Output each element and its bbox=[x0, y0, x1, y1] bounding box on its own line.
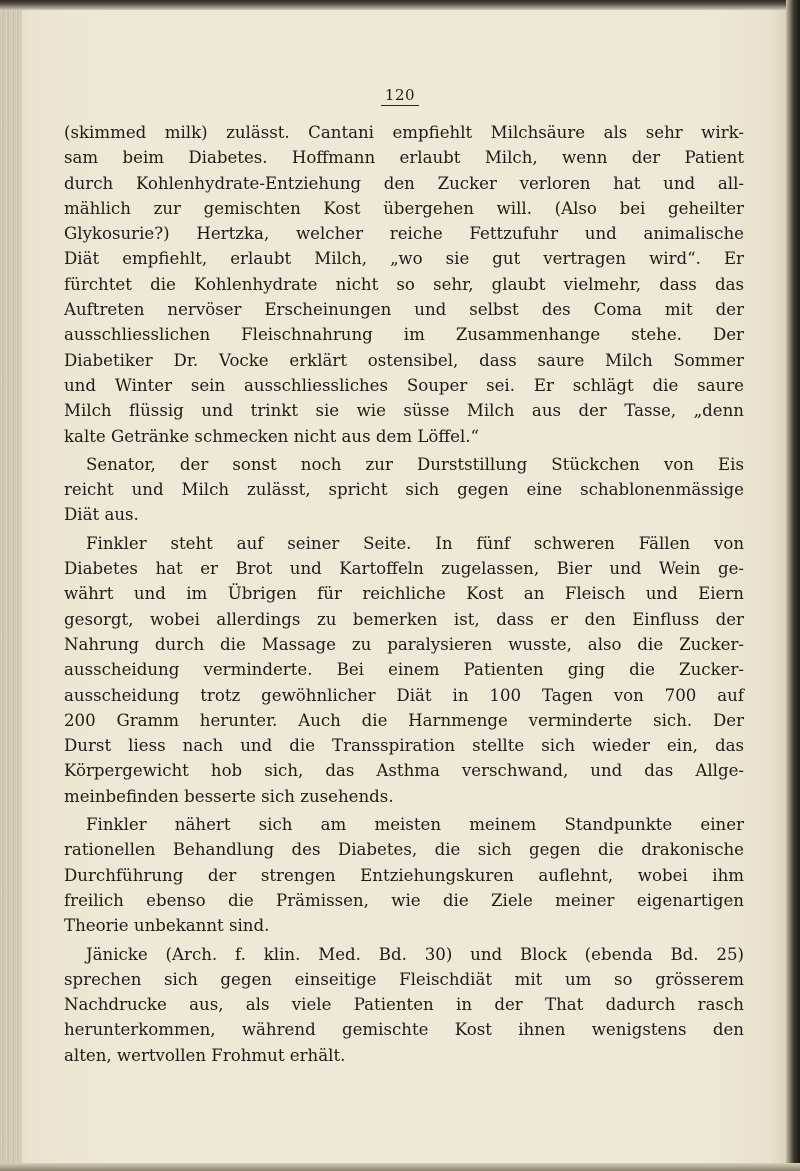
text-line: 200 Gramm herunter. Auch die Harnmenge verminderte sich. Der bbox=[64, 710, 744, 730]
text-line: reicht und Milch zulässt, spricht sich gegen eine schablonenmässige bbox=[64, 480, 744, 500]
text-line: meinbefinden besserte sich zusehends. bbox=[64, 786, 394, 806]
text-line: fürchtet die Kohlenhydrate nicht so sehr, glaubt vielmehr, dass das bbox=[64, 274, 744, 294]
text-line: Jänicke (Arch. f. klin. Med. Bd. 30) und Block (ebenda Bd. 25) bbox=[86, 944, 744, 964]
text-line: mählich zur gemischten Kost übergehen will. (Also bei geheilter bbox=[64, 198, 744, 218]
page-bottom-edge bbox=[0, 1163, 800, 1171]
page-top-edge bbox=[0, 0, 800, 10]
text-line: Durchführung der strengen Entziehungskuren auflehnt, wobei ihm bbox=[64, 865, 744, 885]
page-number-text: 120 bbox=[381, 86, 419, 106]
text-line: Diät empfiehlt, erlaubt Milch, „wo sie gut vertragen wird“. Er bbox=[64, 249, 744, 269]
paragraph bbox=[64, 531, 744, 809]
body-text bbox=[64, 120, 744, 1071]
paragraph bbox=[64, 120, 744, 449]
text-line: und Winter sein ausschliessliches Souper sei. Er schlägt die saure bbox=[64, 375, 744, 395]
text-line: Nahrung durch die Massage zu paralysieren wusste, also die Zucker- bbox=[64, 634, 744, 654]
text-line: Diät aus. bbox=[64, 505, 139, 525]
text-line: herunterkommen, während gemischte Kost ihnen wenigstens den bbox=[64, 1020, 744, 1040]
text-line: alten, wertvollen Frohmut erhält. bbox=[64, 1045, 346, 1065]
text-line: ausscheidung trotz gewöhnlicher Diät in 100 Tagen von 700 auf bbox=[64, 685, 744, 705]
text-line: Durst liess nach und die Transspiration stellte sich wieder ein, das bbox=[64, 736, 744, 756]
text-line: gesorgt, wobei allerdings zu bemerken ist, dass er den Einfluss der bbox=[64, 609, 744, 629]
paragraph bbox=[64, 812, 744, 938]
text-line: sprechen sich gegen einseitige Fleischdiät mit um so grösserem bbox=[64, 969, 744, 989]
text-line: ausschliesslichen Fleischnahrung im Zusammenhange stehe. Der bbox=[64, 325, 744, 345]
text-line: rationellen Behandlung des Diabetes, die sich gegen die drakonische bbox=[64, 840, 744, 860]
text-line: (skimmed milk) zulässt. Cantani empfiehlt Milchsäure als sehr wirk- bbox=[64, 123, 744, 142]
page-right-edge bbox=[786, 0, 800, 1171]
text-line: Milch flüssig und trinkt sie wie süsse Milch aus der Tasse, „denn bbox=[64, 401, 744, 421]
text-line: Nachdrucke aus, als viele Patienten in der That dadurch rasch bbox=[64, 995, 744, 1015]
text-line: ausscheidung verminderte. Bei einem Patienten ging die Zucker- bbox=[64, 660, 744, 680]
paragraph bbox=[64, 452, 744, 528]
text-line: Finkler nähert sich am meisten meinem Standpunkte einer bbox=[86, 815, 744, 835]
text-line: währt und im Übrigen für reichliche Kost an Fleisch und Eiern bbox=[64, 584, 744, 604]
page-left-edge bbox=[0, 0, 22, 1171]
text-line: Auftreten nervöser Erscheinungen und selbst des Coma mit der bbox=[64, 300, 744, 320]
text-line: Theorie unbekannt sind. bbox=[64, 916, 270, 936]
text-line: Diabetes hat er Brot und Kartoffeln zugelassen, Bier und Wein ge- bbox=[64, 559, 744, 579]
page-number bbox=[0, 86, 800, 104]
text-line: sam beim Diabetes. Hoffmann erlaubt Milch, wenn der Patient bbox=[64, 148, 744, 168]
text-line: freilich ebenso die Prämissen, wie die Ziele meiner eigenartigen bbox=[64, 890, 744, 910]
text-line: Diabetiker Dr. Vocke erklärt ostensibel, dass saure Milch Sommer bbox=[64, 350, 744, 370]
text-line: Finkler steht auf seiner Seite. In fünf schweren Fällen von bbox=[86, 533, 744, 553]
paragraph bbox=[64, 942, 744, 1068]
text-line: durch Kohlenhydrate-Entziehung den Zucker verloren hat und all- bbox=[64, 173, 744, 193]
text-line: Körpergewicht hob sich, das Asthma verschwand, und das Allge- bbox=[64, 761, 744, 781]
text-line: Senator, der sonst noch zur Durststillung Stückchen von Eis bbox=[86, 454, 744, 474]
text-line: Glykosurie?) Hertzka, welcher reiche Fettzufuhr und animalische bbox=[64, 224, 744, 244]
text-line: kalte Getränke schmecken nicht aus dem Löffel.“ bbox=[64, 426, 480, 446]
